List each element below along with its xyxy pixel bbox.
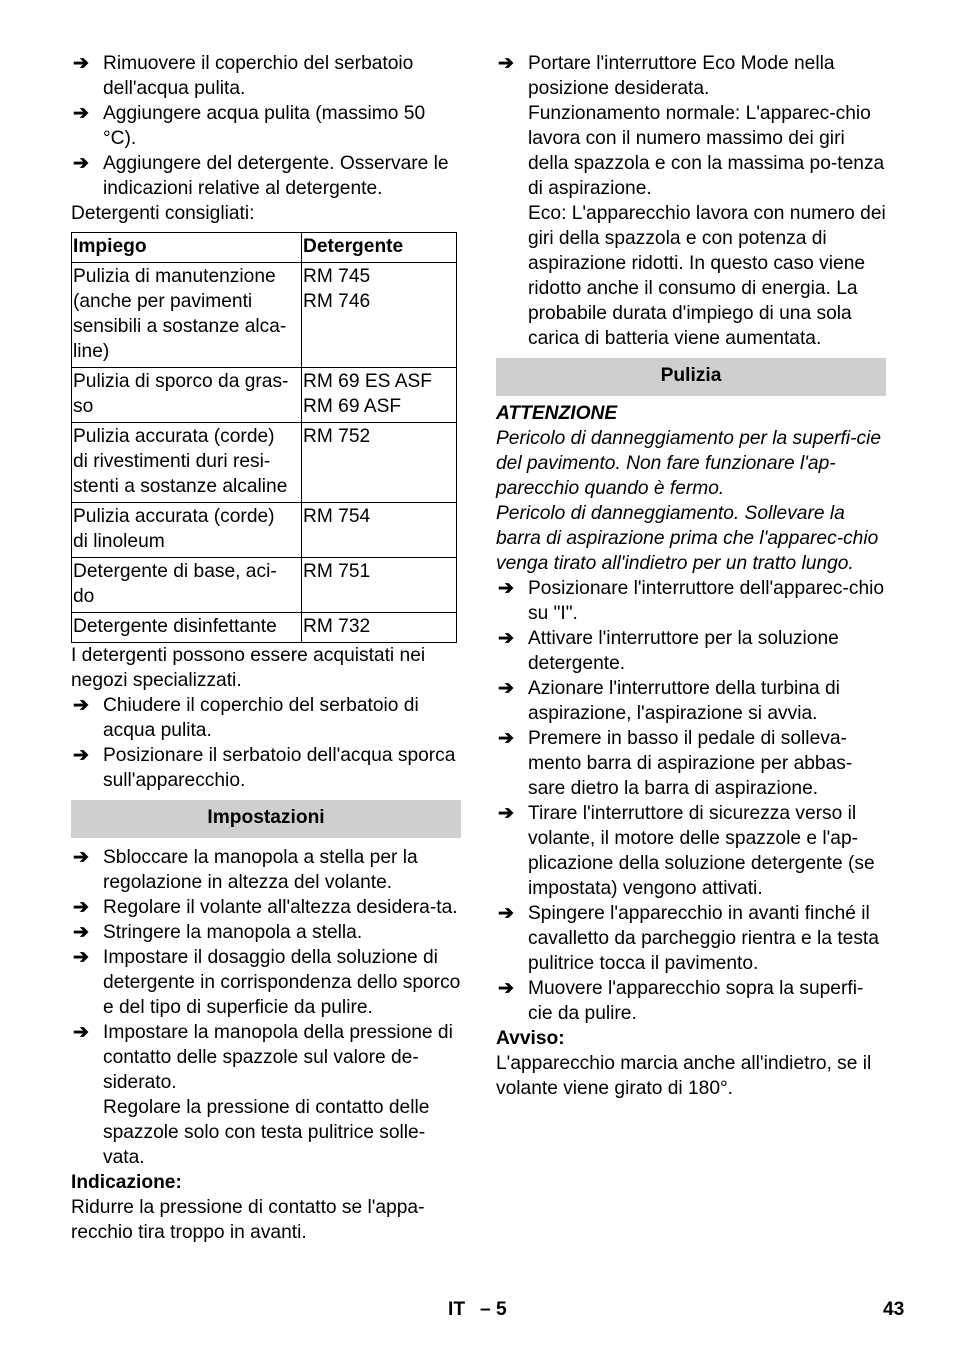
right-column [496,51,886,1101]
instruction-step [71,101,461,151]
eco-normal-text: Funzionamento normale: L'apparec-chio lavora con il numero massimo dei giri della spazzola e con la massima po-tenza di aspirazione. [528,103,885,199]
section-heading-cleaning: Pulizia [496,358,886,396]
eco-mode-text: Eco: L'apparecchio lavora con numero dei giri della spazzola e con potenza di aspirazione ridotti. In questo caso viene ridotto anche il consumo di energia. La probabile durata d'impiego di una sola carica di batteria viene aumentata. [528,203,886,349]
table-cell: RM 69 ES ASF RM 69 ASF [302,368,457,423]
table-row [72,423,457,503]
step-text: Chiudere il coperchio del serbatoio di acqua pulita. [103,695,419,741]
arrow-right-icon: ➔ [73,947,90,968]
table-row [72,503,457,558]
section-heading-settings: Impostazioni [71,800,461,838]
table-cell: Pulizia accurata (corde) di linoleum [72,503,302,558]
detergent-table [71,232,457,643]
step-text: Regolare il volante all'altezza desidera-ta. [103,897,458,918]
table-cell: RM 751 [302,558,457,613]
table-cell: Pulizia accurata (corde) di rivestimenti duri resi- stenti a sostanze alcaline [72,423,302,503]
instruction-step [71,895,461,920]
instruction-step [496,626,886,676]
arrow-right-icon: ➔ [498,978,515,999]
table-cell: RM 752 [302,423,457,503]
arrow-right-icon: ➔ [73,847,90,868]
table-cell: RM 745 RM 746 [302,263,457,368]
instruction-step [71,945,461,1020]
arrow-right-icon: ➔ [73,745,90,766]
table-header-row [72,233,457,263]
step-text: Aggiungere del detergente. Osservare le indicazioni relative al detergente. [103,153,449,199]
instruction-step [496,576,886,626]
instruction-step [71,693,461,743]
table-header-detergent: Detergente [302,233,457,263]
step-text: Stringere la manopola a stella. [103,922,363,943]
step-text: Impostare la manopola della pressione di contatto delle spazzole sul valore de-siderato. [103,1022,453,1093]
step-text: Aggiungere acqua pulita (massimo 50 °C). [103,103,426,149]
footer-language: IT [448,1299,466,1320]
instruction-step [71,51,461,101]
table-cell: RM 732 [302,613,457,643]
caution-label: ATTENZIONE [496,403,618,424]
instruction-step [496,801,886,901]
table-cell: RM 754 [302,503,457,558]
table-row [72,558,457,613]
arrow-right-icon: ➔ [73,695,90,716]
notice-label: Avviso: [496,1028,565,1049]
arrow-right-icon: ➔ [498,728,515,749]
instruction-step [496,901,886,976]
table-cell: Detergente disinfettante [72,613,302,643]
note-label: Indicazione: [71,1172,182,1193]
arrow-right-icon: ➔ [498,628,515,649]
arrow-right-icon: ➔ [73,153,90,174]
step-text: Spingere l'apparecchio in avanti finché il cavalletto da parcheggio rientra e la testa pulitrice tocca il pavimento. [528,903,879,974]
instruction-step [71,151,461,201]
instruction-step [71,1020,461,1095]
table-header-usage: Impiego [72,233,302,263]
instruction-step [71,845,461,895]
instruction-step [71,743,461,793]
arrow-right-icon: ➔ [498,903,515,924]
arrow-right-icon: ➔ [73,1022,90,1043]
step-text: Sbloccare la manopola a stella per la regolazione in altezza del volante. [103,847,418,893]
step-text: Muovere l'apparecchio sopra la superfi-cie da pulire. [528,978,864,1024]
arrow-right-icon: ➔ [73,897,90,918]
instruction-step [496,726,886,801]
detergents-intro: Detergenti consigliati: [71,203,255,224]
arrow-right-icon: ➔ [73,53,90,74]
arrow-right-icon: ➔ [73,103,90,124]
step-text: Portare l'interruttore Eco Mode nella posizione desiderata. [528,53,835,99]
step-text: Posizionare l'interruttore dell'apparec-chio su "I". [528,578,885,624]
instruction-step [496,676,886,726]
left-column [71,51,461,1245]
caution-text: Pericolo di danneggiamento. Sollevare la barra di aspirazione prima che l'apparec-chio venga tirato all'indietro per un tratto lungo. [496,503,879,574]
table-row [72,368,457,423]
step-text: Azionare l'interruttore della turbina di aspirazione, l'aspirazione si avvia. [528,678,840,724]
footer-page-ref: – 5 [480,1299,507,1320]
arrow-right-icon: ➔ [498,803,515,824]
arrow-right-icon: ➔ [498,578,515,599]
footer-page-number: 43 [883,1299,905,1320]
table-row [72,613,457,643]
instruction-step [71,920,461,945]
table-row [72,263,457,368]
after-table-text: I detergenti possono essere acquistati nei negozi specializzati. [71,645,426,691]
step-text: Tirare l'interruttore di sicurezza verso il volante, il motore delle spazzole e l'ap-plicazione della soluzione detergente (se impostata) vengono attivati. [528,803,875,899]
step-text: Rimuovere il coperchio del serbatoio dell'acqua pulita. [103,53,414,99]
notice-text: L'apparecchio marcia anche all'indietro, se il volante viene girato di 180°. [496,1053,872,1099]
table-cell: Detergente di base, aci- do [72,558,302,613]
step-subtext: Regolare la pressione di contatto delle spazzole solo con testa pulitrice solle-vata. [103,1097,430,1168]
instruction-step [496,976,886,1026]
instruction-step [496,51,886,101]
step-text: Attivare l'interruttore per la soluzione detergente. [528,628,839,674]
step-text: Impostare il dosaggio della soluzione di detergente in corrispondenza dello sporco e del tipo di superficie da pulire. [103,947,461,1018]
arrow-right-icon: ➔ [498,678,515,699]
step-text: Premere in basso il pedale di solleva-mento barra di aspirazione per abbas-sare dietro la barra di aspirazione. [528,728,853,799]
table-cell: Pulizia di sporco da gras- so [72,368,302,423]
step-text: Posizionare il serbatoio dell'acqua sporca sull'apparecchio. [103,745,456,791]
caution-text: Pericolo di danneggiamento per la superfi-cie del pavimento. Non fare funzionare l'ap-parecchio quando è fermo. [496,428,882,499]
arrow-right-icon: ➔ [73,922,90,943]
table-cell: Pulizia di manutenzione (anche per pavimenti sensibili a sostanze alca- line) [72,263,302,368]
arrow-right-icon: ➔ [498,53,515,74]
note-text: Ridurre la pressione di contatto se l'appa-recchio tira troppo in avanti. [71,1197,425,1243]
